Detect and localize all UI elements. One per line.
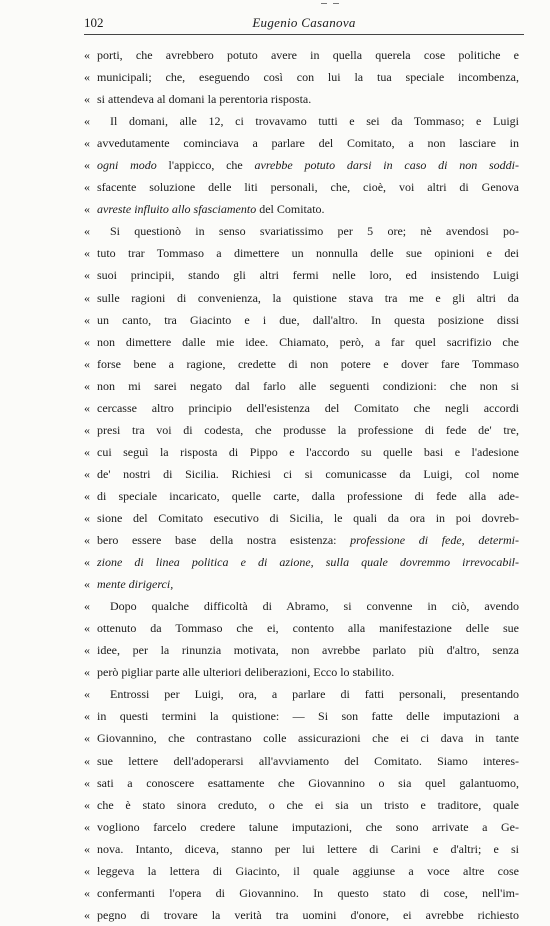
quote-mark: « <box>84 555 90 570</box>
page-header <box>84 12 524 35</box>
quote-mark: « <box>84 621 90 636</box>
text-line <box>0 220 550 242</box>
line-text: Giovannino, che contrastano colle assicurazioni che ei ci dava in tante <box>97 731 519 746</box>
text-line <box>0 397 550 419</box>
quote-mark: « <box>84 907 90 922</box>
line-text: Entrossi per Luigi, ora, a parlare di fatti personali, presentando <box>110 687 519 702</box>
quote-mark: « <box>84 70 90 85</box>
quote-mark: « <box>84 114 90 129</box>
text-line <box>0 198 550 220</box>
line-text: presi tra voi di codesta, che produsse la professione di fede de' tre, <box>97 422 519 437</box>
text-line <box>0 860 550 882</box>
quote-mark: « <box>84 841 90 856</box>
line-text: sue lettere dell'adoperarsi all'avviamento del Comitato. Siamo interes- <box>97 753 519 768</box>
text-line <box>0 750 550 772</box>
line-text: forse bene a ragione, credette di non potere e dover fare Tommaso <box>97 356 519 371</box>
line-text: idee, per la rinunzia motivata, non avrebbe parlato più d'altro, senza <box>97 643 519 658</box>
body-text <box>0 44 550 926</box>
text-line <box>0 264 550 286</box>
text-line <box>0 727 550 749</box>
text-run: del Comitato. <box>256 202 325 217</box>
quote-mark: « <box>84 819 90 834</box>
quote-mark: « <box>84 312 90 327</box>
line-text: in questi termini la quistione: — Si son fatte delle imputazioni a <box>97 709 519 724</box>
text-line <box>0 242 550 264</box>
text-line <box>0 110 550 132</box>
text-line <box>0 507 550 529</box>
quote-mark: « <box>84 400 90 415</box>
text-line <box>0 375 550 397</box>
quote-mark: « <box>84 246 90 261</box>
text-run: bero essere base della nostra esistenza: <box>97 533 351 548</box>
quote-mark: « <box>84 224 90 239</box>
line-text: ottenuto da Tommaso che ei, contento alla manifestazione delle sue <box>97 621 519 636</box>
line-text: suoi principii, stando gli altri fermi nelle loro, ed insistendo Luigi <box>97 268 519 283</box>
text-run: avreste influito allo sfasciamento <box>97 202 257 217</box>
quote-mark: « <box>84 488 90 503</box>
running-title: Eugenio Casanova <box>252 15 356 30</box>
text-line <box>0 485 550 507</box>
scan-mark <box>0 0 550 8</box>
quote-mark: « <box>84 422 90 437</box>
line-text: sati a conoscere esattamente che Giovannino o sia quel galantuomo, <box>97 775 519 790</box>
line-text <box>97 198 519 220</box>
text-line <box>0 551 550 573</box>
quote-mark: « <box>84 158 90 173</box>
text-line <box>0 772 550 794</box>
text-line <box>0 882 550 904</box>
quote-mark: « <box>84 753 90 768</box>
text-line <box>0 904 550 926</box>
line-text: non dimettere dalle mie idee. Chiamato, però, a far quel sacrifizio che <box>97 334 519 349</box>
quote-mark: « <box>84 687 90 702</box>
line-text: cui seguì la risposta di Pippo e l'accordo su quelle basi e l'adesione <box>97 444 519 459</box>
quote-mark: « <box>84 643 90 658</box>
quote-mark: « <box>84 268 90 283</box>
text-line <box>0 463 550 485</box>
text-line <box>0 287 550 309</box>
text-line <box>0 617 550 639</box>
text-line <box>0 176 550 198</box>
line-text: nova. Intanto, diceva, stanno per lui lettere di Carini e d'altri; e si <box>97 841 519 856</box>
text-line <box>0 683 550 705</box>
text-run: ogni modo <box>97 158 169 173</box>
line-text: Dopo qualche difficoltà di Abramo, si convenne in ciò, avendo <box>110 599 519 614</box>
text-line <box>0 44 550 66</box>
line-text: cercasse altro principio dell'esistenza del Comitato che negli accordi <box>97 400 519 415</box>
line-text: però pigliar parte alle ulteriori deliberazioni, Ecco lo stabilito. <box>97 665 395 680</box>
quote-mark: « <box>84 356 90 371</box>
line-text: si attendeva al domani la perentoria risposta. <box>97 92 312 107</box>
text-line <box>0 353 550 375</box>
quote-mark: « <box>84 599 90 614</box>
quote-mark: « <box>84 709 90 724</box>
text-line <box>0 419 550 441</box>
text-line <box>0 705 550 727</box>
text-run: avrebbe potuto darsi in caso di non soddi- <box>254 158 519 173</box>
text-line <box>0 661 550 683</box>
text-line <box>0 816 550 838</box>
text-line <box>0 88 550 110</box>
line-text <box>97 551 519 573</box>
line-text: sione del Comitato esecutivo di Sicilia, le quali da ora in poi dovreb- <box>97 510 519 525</box>
text-line <box>0 573 550 595</box>
text-run: mente dirigerci, <box>97 577 174 592</box>
quote-mark: « <box>84 444 90 459</box>
line-text: Si questionò in senso svariatissimo per 5 ore; nè avendosi po- <box>110 224 519 239</box>
line-text: municipali; che, eseguendo così con lui la tua speciale incombenza, <box>97 70 519 85</box>
scan-dash <box>333 3 339 4</box>
quote-mark: « <box>84 466 90 481</box>
page-number: 102 <box>84 15 104 30</box>
text-line <box>0 331 550 353</box>
quote-mark: « <box>84 92 90 107</box>
quote-mark: « <box>84 202 90 217</box>
text-line <box>0 154 550 176</box>
quote-mark: « <box>84 775 90 790</box>
line-text: avvedutamente cominciava a parlare del Comitato, a non lasciare in <box>97 136 519 151</box>
line-text: tuto trar Tommaso a dimettere un nonnulla delle sue opinioni e dei <box>97 246 519 261</box>
text-line <box>0 794 550 816</box>
quote-mark: « <box>84 533 90 548</box>
line-text <box>97 176 519 198</box>
line-text: Il domani, alle 12, ci trovavamo tutti e sei da Tommaso; e Luigi <box>110 114 519 129</box>
quote-mark: « <box>84 797 90 812</box>
line-text: sulle ragioni di convenienza, la quistione stava tra me e gli altri da <box>97 290 519 305</box>
text-line <box>0 441 550 463</box>
quote-mark: « <box>84 334 90 349</box>
text-line <box>0 529 550 551</box>
text-line <box>0 66 550 88</box>
line-text: un canto, tra Giacinto e i due, dall'altro. In questa posizione dissi <box>97 312 519 327</box>
scan-dash <box>321 3 327 4</box>
line-text: vogliono farcelo credere talune imputazioni, che sono arrivate a Ge- <box>97 819 519 834</box>
text-line <box>0 132 550 154</box>
line-text <box>97 573 519 595</box>
quote-mark: « <box>84 731 90 746</box>
quote-mark: « <box>84 665 90 680</box>
line-text: porti, che avrebbero potuto avere in quella querela cose politiche e <box>97 48 519 62</box>
quote-mark: « <box>84 885 90 900</box>
text-run: l'appicco, che <box>168 158 255 173</box>
line-text: pegno di trovare la verità tra uomini d'onore, ei avrebbe richiesto <box>97 907 519 922</box>
line-text: che è stato sinora creduto, o che ei sia un tristo e traditore, quale <box>97 797 519 812</box>
line-text: de' nostri di Sicilia. Richiesi ci si comunicasse da Luigi, col nome <box>97 466 519 481</box>
quote-mark: « <box>84 378 90 393</box>
quote-mark: « <box>84 290 90 305</box>
text-run: sfacente soluzione delle liti personali, che, cioè, voi altri di Genova <box>97 180 519 195</box>
line-text: confermanti l'opera di Giovannino. In questo stato di cose, nell'im- <box>97 885 519 900</box>
text-run: professione di fede, determi- <box>350 533 519 548</box>
text-run: zione di linea politica e di azione, sulla quale dovremmo irrevocabil- <box>97 555 519 570</box>
quote-mark: « <box>84 48 90 62</box>
text-line <box>0 838 550 860</box>
text-line <box>0 639 550 661</box>
quote-mark: « <box>84 510 90 525</box>
text-line <box>0 595 550 617</box>
quote-mark: « <box>84 180 90 195</box>
line-text: leggeva la lettera di Giacinto, il quale aggiunse a voce altre cose <box>97 863 519 878</box>
line-text: non mi sarei negato dal farlo alle seguenti condizioni: che non si <box>97 378 519 393</box>
line-text: di speciale incaricato, quelle carte, dalla professione di fede alla ade- <box>97 488 519 503</box>
quote-mark: « <box>84 863 90 878</box>
line-text <box>97 529 519 551</box>
line-text <box>97 154 519 176</box>
quote-mark: « <box>84 136 90 151</box>
text-line <box>0 309 550 331</box>
quote-mark: « <box>84 577 90 592</box>
